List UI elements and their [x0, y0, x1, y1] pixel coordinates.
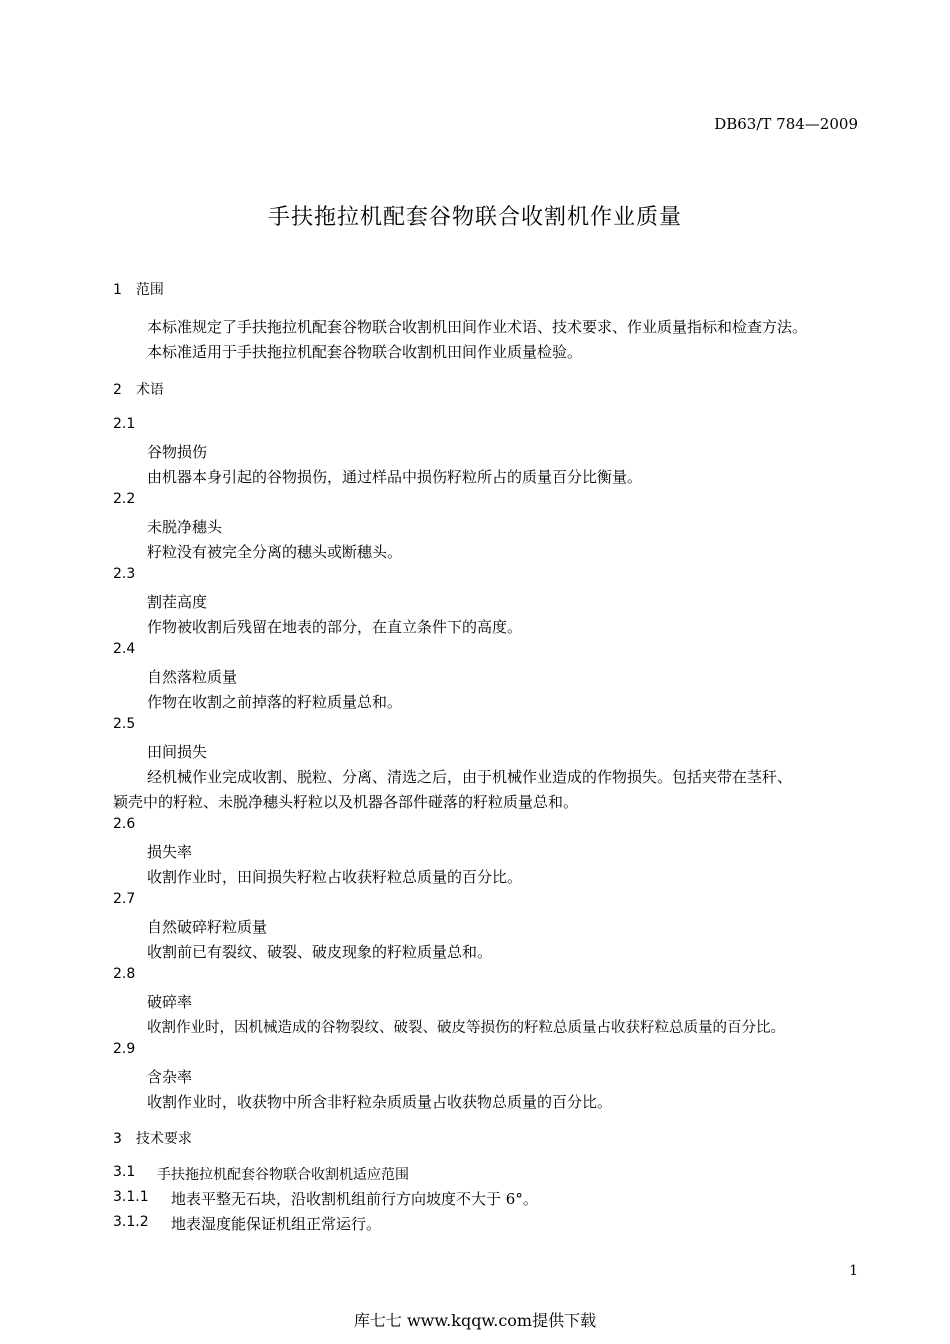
- clause-text: 地表平整无石块，沿收割机组前行方向坡度不大于 6°。: [171, 1190, 538, 1208]
- download-footer: 库七七 www.kqqw.com提供下载: [353, 1311, 597, 1330]
- document-title: 手扶拖拉机配套谷物联合收割机作业质量: [267, 205, 682, 230]
- term-definition: 作物在收割之前掉落的籽粒质量总和。: [147, 693, 403, 711]
- term-definition: 收割作业时，田间损失籽粒占收获籽粒总质量的百分比。: [147, 868, 523, 886]
- term-number: 2.7: [113, 891, 136, 907]
- term-number: 2.2: [113, 491, 136, 507]
- standard-code: DB63/T 784—2009: [714, 115, 858, 133]
- subsection-number: 3.1: [113, 1164, 136, 1180]
- clause-text: 地表湿度能保证机组正常运行。: [171, 1215, 382, 1233]
- term-title: 自然破碎籽粒质量: [147, 918, 268, 936]
- term-definition: 作物被收割后残留在地表的部分，在直立条件下的高度。: [147, 618, 523, 636]
- term-title: 割茬高度: [147, 593, 208, 611]
- term-title: 谷物损伤: [147, 443, 208, 461]
- term-number: 2.4: [113, 641, 136, 657]
- subsection-title: 手扶拖拉机配套谷物联合收割机适应范围: [157, 1167, 409, 1183]
- term-title: 自然落粒质量: [147, 668, 238, 686]
- clause-number: 3.1.2: [113, 1214, 149, 1230]
- section-3-heading: 3 技术要求: [113, 1131, 192, 1147]
- term-number: 2.3: [113, 566, 136, 582]
- term-title: 含杂率: [147, 1068, 193, 1086]
- term-title: 田间损失: [147, 743, 208, 761]
- term-number: 2.1: [113, 416, 136, 432]
- term-title: 未脱净穗头: [147, 518, 223, 536]
- term-definition: 收割前已有裂纹、破裂、破皮现象的籽粒质量总和。: [147, 943, 493, 961]
- section-1-paragraph-1: 本标准规定了手扶拖拉机配套谷物联合收割机田间作业术语、技术要求、作业质量指标和检查方法。: [147, 318, 808, 336]
- section-1-paragraph-2: 本标准适用于手扶拖拉机配套谷物联合收割机田间作业质量检验。: [147, 343, 583, 361]
- term-definition: 籽粒没有被完全分离的穗头或断穗头。: [147, 543, 403, 561]
- term-definition: 收割作业时，因机械造成的谷物裂纹、破裂、破皮等损伤的籽粒总质量占收获籽粒总质量的百分比。: [147, 1020, 785, 1036]
- section-2-heading: 2 术语: [113, 382, 164, 398]
- term-definition: 由机器本身引起的谷物损伤，通过样品中损伤籽粒所占的质量百分比衡量。: [147, 468, 643, 486]
- term-definition: 收割作业时，收获物中所含非籽粒杂质质量占收获物总质量的百分比。: [147, 1093, 613, 1111]
- term-title: 损失率: [147, 843, 193, 861]
- term-title: 破碎率: [147, 993, 193, 1011]
- term-definition: 经机械作业完成收割、脱粒、分离、清选之后，由于机械作业造成的作物损失。包括夹带在茎秆、: [147, 768, 793, 786]
- term-number: 2.6: [113, 816, 136, 832]
- page-number: 1: [849, 1263, 858, 1279]
- clause-number: 3.1.1: [113, 1189, 149, 1205]
- term-definition-continued: 颖壳中的籽粒、未脱净穗头籽粒以及机器各部件碰落的籽粒质量总和。: [113, 793, 579, 811]
- term-number: 2.8: [113, 966, 136, 982]
- term-number: 2.5: [113, 716, 136, 732]
- term-number: 2.9: [113, 1041, 136, 1057]
- section-1-heading: 1 范围: [113, 282, 164, 298]
